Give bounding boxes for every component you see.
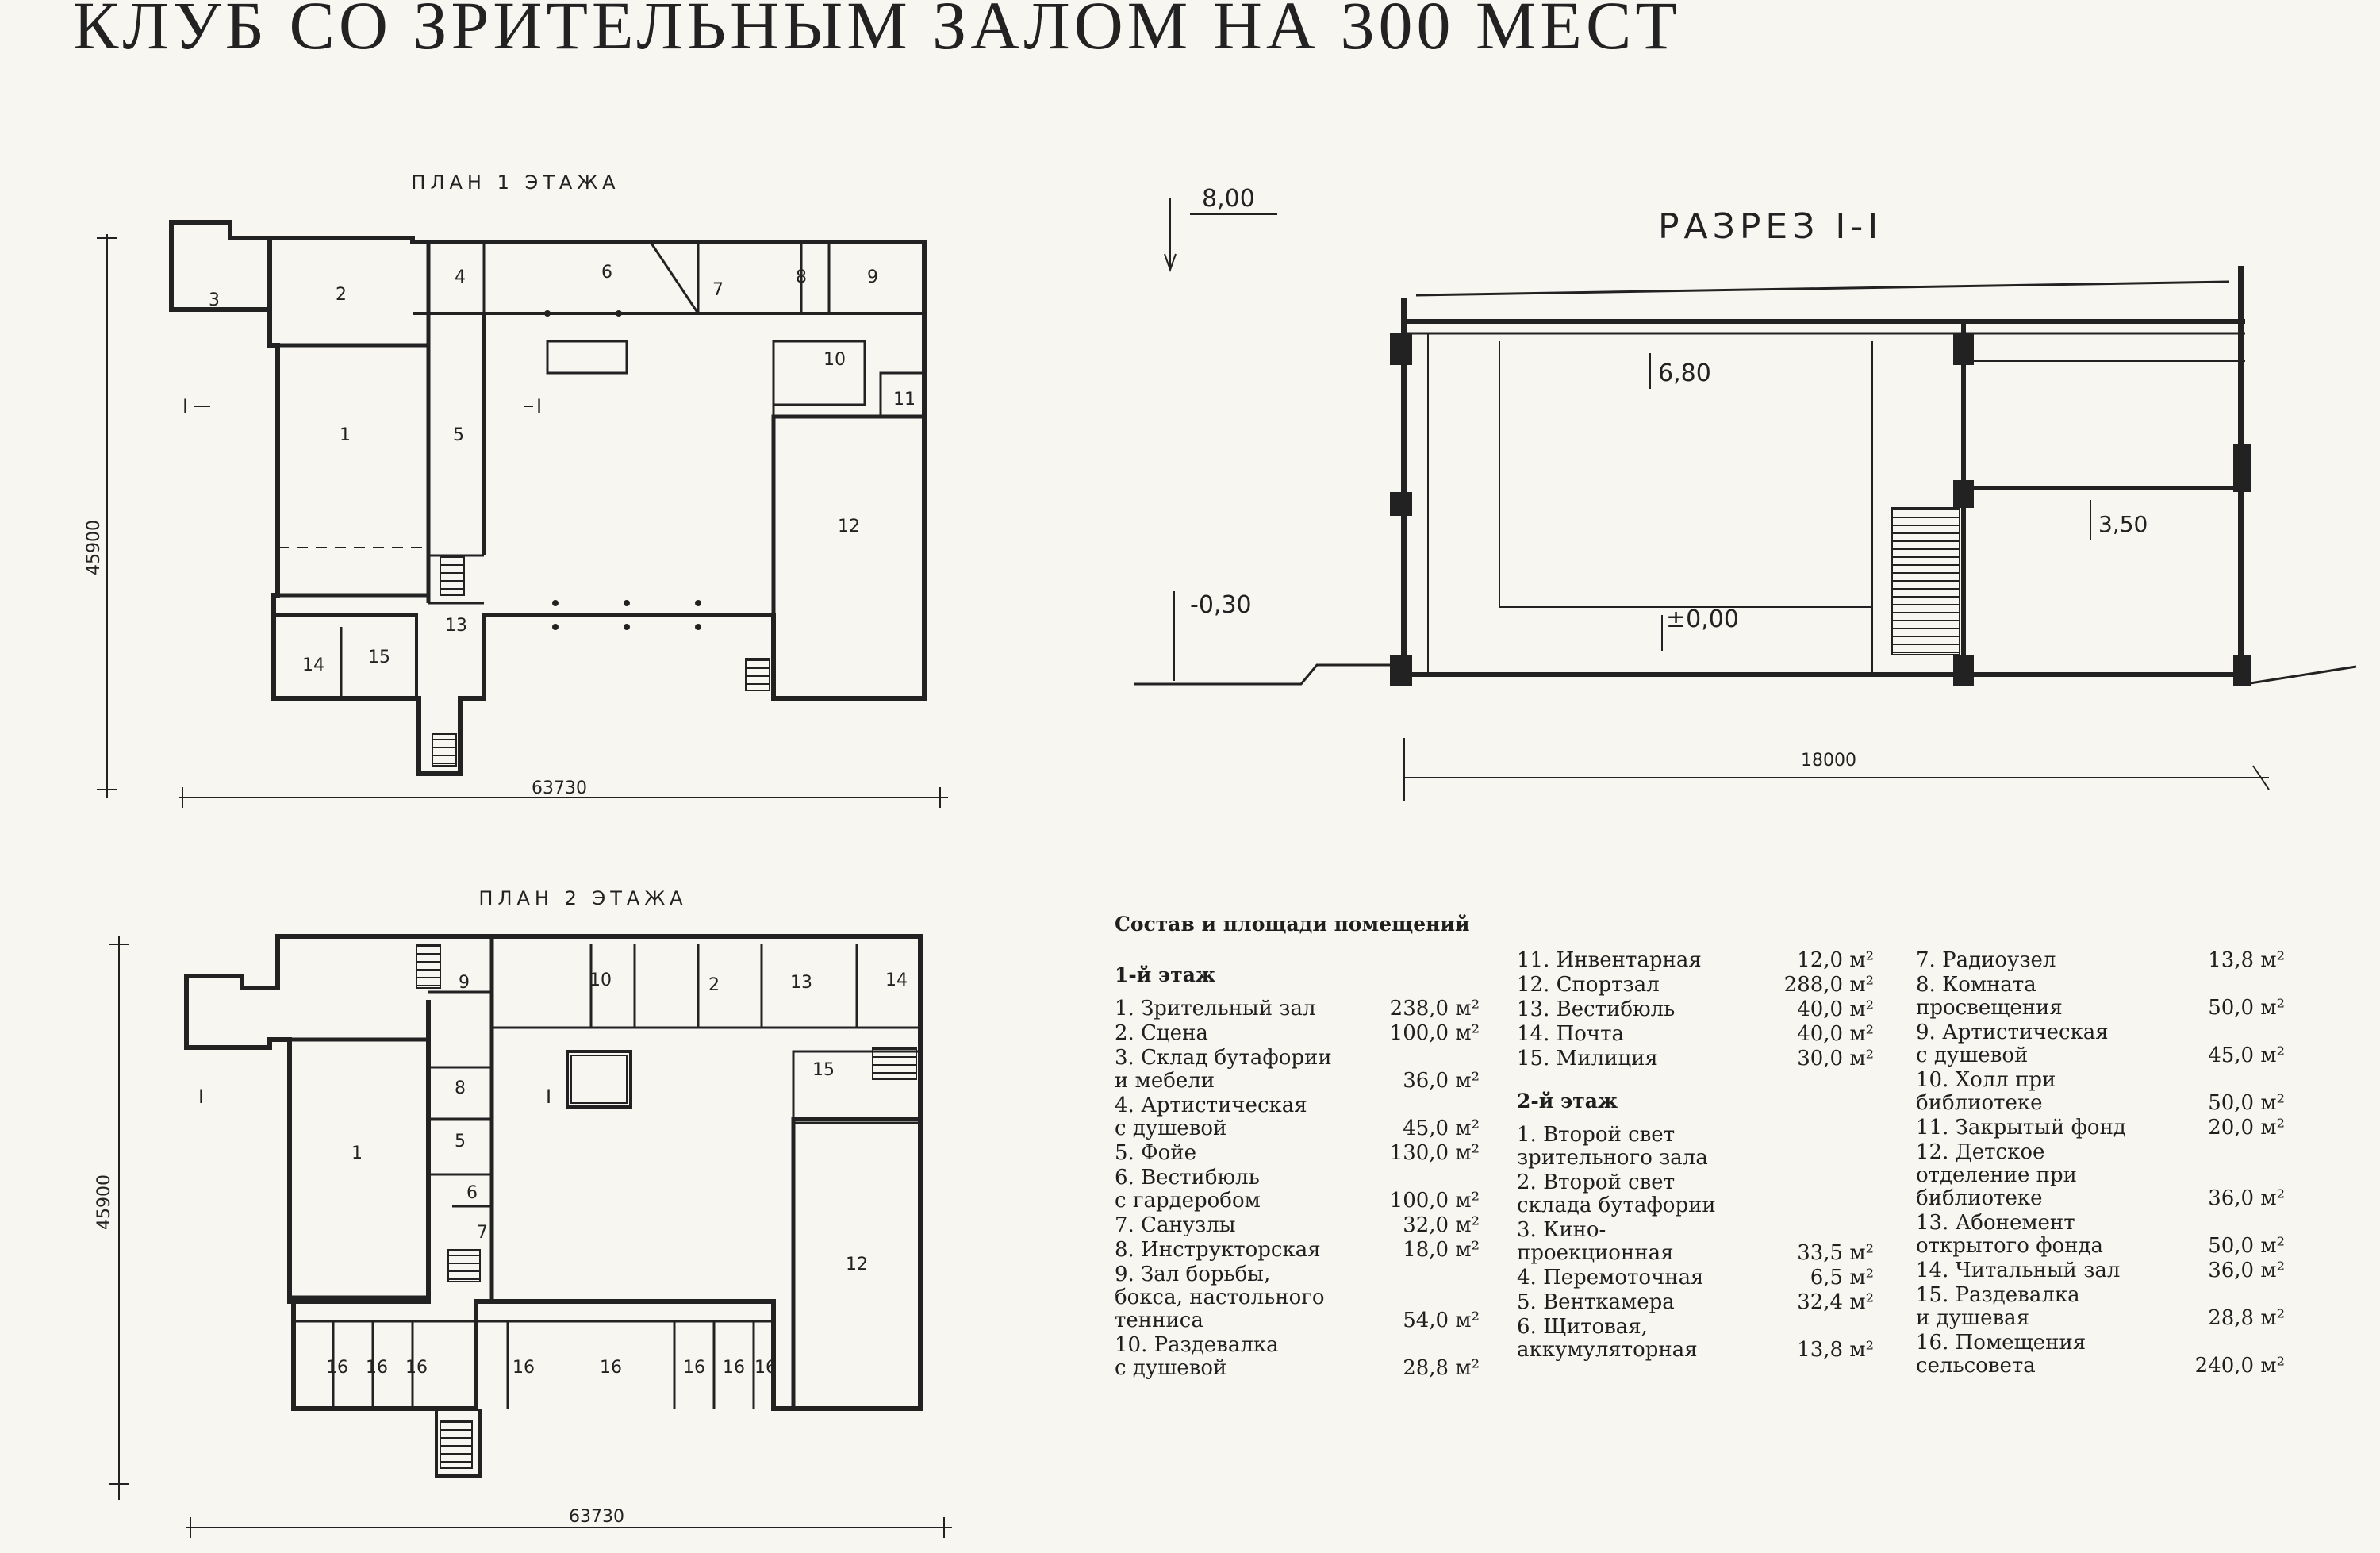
- rooms-explication: [1115, 913, 2305, 1452]
- plan-2-room-16: 16: [683, 1358, 705, 1378]
- plan-2-room-5: 5: [455, 1132, 466, 1151]
- plan-2-room-6: 6: [466, 1183, 478, 1203]
- explication-item: [1916, 1332, 2285, 1378]
- room-name: 7. Радиоузел: [1916, 948, 2056, 972]
- room-name: 6. Щитовая, аккумуляторная: [1517, 1315, 1698, 1362]
- explication-item: [1115, 1022, 1480, 1045]
- room-area: 6,5 м²: [1810, 1266, 1874, 1290]
- room-area: 36,0 м²: [2208, 1259, 2285, 1282]
- plan-1-columns: [544, 310, 701, 630]
- room-area: 20,0 м²: [2208, 1116, 2285, 1140]
- room-area: 238,0 м²: [1389, 997, 1480, 1021]
- explication-item: [1517, 1316, 1874, 1362]
- plan-2-room-12: 12: [846, 1255, 868, 1274]
- room-area: 50,0 м²: [2208, 1091, 2285, 1115]
- room-name: 13. Абонемент открытого фонда: [1916, 1211, 2104, 1258]
- explication-item: [1517, 1124, 1874, 1170]
- plan-1-title: ПЛАН 1 ЭТАЖА: [411, 171, 620, 194]
- explication-item: [1916, 1021, 2285, 1067]
- level-6-80: 6,80: [1658, 359, 1711, 387]
- room-name: 5. Венткамера: [1517, 1290, 1675, 1314]
- explication-item: [1115, 1239, 1480, 1262]
- plan-1-room-5: 5: [453, 425, 464, 445]
- explication-item: [1115, 1214, 1480, 1237]
- plan-2-room-1: 1: [351, 1144, 363, 1163]
- room-name: 11. Инвентарная: [1517, 948, 1702, 972]
- room-area: 45,0 м²: [2208, 1044, 2285, 1067]
- plan-1-room-2: 2: [336, 285, 347, 305]
- room-area: 100,0 м²: [1389, 1021, 1480, 1045]
- explication-item: [1115, 1167, 1480, 1213]
- explication-item: [1517, 1171, 1874, 1217]
- plan-2-room-16: 16: [600, 1358, 622, 1378]
- level-minus-0-30: -0,30: [1190, 591, 1252, 619]
- floor-2-heading: 2-й этаж: [1517, 1090, 1618, 1113]
- level-0-00: ±0,00: [1666, 605, 1739, 633]
- room-area: 50,0 м²: [2208, 996, 2285, 1020]
- plan-2-room-2: 2: [708, 975, 720, 995]
- room-name: 2. Второй свет склада бутафории: [1517, 1171, 1716, 1217]
- plan-2-room-16: 16: [754, 1358, 777, 1378]
- explication-item: [1115, 1334, 1480, 1380]
- plan-1-room-11: 11: [893, 390, 916, 409]
- room-area: 12,0 м²: [1797, 948, 1874, 972]
- plan-2-room-16: 16: [326, 1358, 348, 1378]
- explication-item: [1916, 949, 2285, 972]
- plan-2-room-13: 13: [790, 973, 812, 993]
- plan-1-sportshall: [774, 417, 924, 698]
- room-area: 54,0 м²: [1403, 1309, 1480, 1332]
- plan-2-hall-void: [290, 1040, 428, 1297]
- explication-item: [1517, 1023, 1874, 1046]
- plan-1-room-9: 9: [867, 267, 878, 287]
- room-name: 3. Кино- проекционная: [1517, 1218, 1674, 1265]
- plan-2-title: ПЛАН 2 ЭТАЖА: [478, 887, 688, 909]
- section-width-dim: 18000: [1801, 751, 1856, 771]
- plan-2-room-14: 14: [885, 971, 908, 990]
- room-name: 1. Зрительный зал: [1115, 997, 1316, 1021]
- room-area: 13,8 м²: [2208, 948, 2285, 972]
- room-name: 11. Закрытый фонд: [1916, 1116, 2126, 1140]
- plan-1-room-13: 13: [445, 616, 467, 636]
- floor-1-heading: 1-й этаж: [1115, 963, 1216, 986]
- explication-item: [1517, 974, 1874, 997]
- room-name: 5. Фойе: [1115, 1141, 1197, 1165]
- room-name: 10. Раздевалка с душевой: [1115, 1333, 1279, 1380]
- room-name: 7. Санузлы: [1115, 1213, 1236, 1237]
- plan-1-room-7: 7: [712, 280, 724, 300]
- plan-2-room-16: 16: [512, 1358, 535, 1378]
- explication-item: [1517, 1048, 1874, 1071]
- explication-item: [1916, 1259, 2285, 1282]
- room-name: 10. Холл при библиотеке: [1916, 1068, 2056, 1115]
- plan-2-room-16: 16: [723, 1358, 745, 1378]
- level-3-50: 3,50: [2098, 511, 2148, 537]
- explication-col-1: [1115, 949, 1480, 1382]
- plan-1-room-14: 14: [302, 655, 324, 675]
- explication-heading: Состав и площади помещений: [1115, 913, 1470, 936]
- room-area: 32,0 м²: [1403, 1213, 1480, 1237]
- room-area: 45,0 м²: [1403, 1117, 1480, 1140]
- plan-1-section-mark: I: [536, 395, 543, 417]
- room-name: 13. Вестибюль: [1517, 998, 1676, 1021]
- room-area: 28,8 м²: [2208, 1306, 2285, 1330]
- plan-1-room-10: 10: [823, 350, 846, 370]
- explication-item: [1916, 1069, 2285, 1115]
- room-area: 40,0 м²: [1797, 1022, 1874, 1046]
- plan-1-section-mark: I: [182, 395, 189, 417]
- room-name: 9. Зал борьбы, бокса, настольного тенниса: [1115, 1263, 1325, 1332]
- explication-item: [1916, 1284, 2285, 1330]
- explication-item: [1517, 1219, 1874, 1265]
- explication-col-2: [1517, 949, 1874, 1363]
- plan-1-floor: [84, 171, 948, 808]
- plan-2-section-mark: I: [546, 1086, 552, 1108]
- plan-1-outline: [171, 222, 924, 774]
- room-name: 4. Перемоточная: [1517, 1266, 1704, 1290]
- room-name: 15. Милиция: [1517, 1047, 1658, 1071]
- room-name: 6. Вестибюль с гардеробом: [1115, 1166, 1261, 1213]
- room-area: 100,0 м²: [1389, 1189, 1480, 1213]
- plan-2-room-8: 8: [455, 1078, 466, 1098]
- plan-2-room-10: 10: [589, 971, 612, 990]
- room-area: 36,0 м²: [2208, 1186, 2285, 1210]
- plan-1-room-4: 4: [455, 267, 466, 287]
- plan-2-outline: [186, 936, 920, 1409]
- room-name: 2. Сцена: [1115, 1021, 1208, 1045]
- section-1-1: [1134, 185, 2356, 801]
- room-area: 28,8 м²: [1403, 1356, 1480, 1380]
- room-name: 4. Артистическая с душевой: [1115, 1094, 1307, 1140]
- plan-1-room-8: 8: [796, 267, 807, 287]
- room-name: 9. Артистическая с душевой: [1916, 1021, 2109, 1067]
- room-name: 8. Инструкторская: [1115, 1238, 1321, 1262]
- plan-2-section-mark: I: [198, 1086, 205, 1108]
- room-name: 14. Почта: [1517, 1022, 1625, 1046]
- room-name: 3. Склад бутафории и мебели: [1115, 1046, 1332, 1093]
- explication-col-3: [1916, 949, 2285, 1379]
- room-name: 15. Раздевалка и душевая: [1916, 1283, 2080, 1330]
- explication-item: [1916, 1117, 2285, 1140]
- room-name: 1. Второй свет зрительного зала: [1517, 1123, 1708, 1170]
- explication-item: [1916, 974, 2285, 1020]
- level-8-00: 8,00: [1202, 185, 1255, 213]
- plan-1-room-15: 15: [368, 648, 390, 667]
- sheet-title: КЛУБ СО ЗРИТЕЛЬНЫМ ЗАЛОМ НА 300 МЕСТ: [73, 0, 1681, 63]
- plan-2-height-dim: 45900: [94, 1174, 114, 1230]
- explication-item: [1517, 998, 1874, 1021]
- room-area: 13,8 м²: [1797, 1338, 1874, 1362]
- plan-1-width-dim: 63730: [532, 778, 587, 798]
- explication-item: [1517, 949, 1874, 972]
- room-area: 32,4 м²: [1797, 1290, 1874, 1314]
- explication-item: [1517, 1267, 1874, 1290]
- explication-item: [1115, 1142, 1480, 1165]
- room-name: 14. Читальный зал: [1916, 1259, 2121, 1282]
- room-name: 12. Спортзал: [1517, 973, 1660, 997]
- plan-2-room-9: 9: [459, 973, 470, 993]
- room-area: 30,0 м²: [1797, 1047, 1874, 1071]
- room-area: 50,0 м²: [2208, 1234, 2285, 1258]
- plan-1-hall: [278, 345, 428, 595]
- explication-item: [1517, 1291, 1874, 1314]
- plan-2-room-15: 15: [812, 1060, 835, 1080]
- explication-item: [1115, 1047, 1480, 1093]
- room-area: 18,0 м²: [1403, 1238, 1480, 1262]
- section-title: РАЗРЕЗ I-I: [1658, 206, 1883, 247]
- explication-item: [1115, 998, 1480, 1021]
- plan-1-room-3: 3: [209, 290, 220, 310]
- plan-1-height-dim: 45900: [84, 520, 104, 575]
- explication-item: [1115, 1094, 1480, 1140]
- room-name: 16. Помещения сельсовета: [1916, 1331, 2086, 1378]
- explication-item: [1916, 1141, 2285, 1210]
- plan-1-room-12: 12: [838, 517, 860, 536]
- plan-2-width-dim: 63730: [569, 1507, 624, 1527]
- plan-2-room-16: 16: [405, 1358, 428, 1378]
- room-name: 12. Детское отделение при библиотеке: [1916, 1140, 2077, 1210]
- room-area: 33,5 м²: [1797, 1241, 1874, 1265]
- explication-item: [1115, 1263, 1480, 1332]
- plan-1-room-6: 6: [601, 263, 612, 283]
- room-area: 240,0 м²: [2194, 1354, 2285, 1378]
- room-area: 40,0 м²: [1797, 998, 1874, 1021]
- room-area: 288,0 м²: [1783, 973, 1874, 997]
- plan-2-room-16: 16: [366, 1358, 388, 1378]
- plan-2-room-7: 7: [477, 1223, 488, 1243]
- room-name: 8. Комната просвещения: [1916, 973, 2063, 1020]
- plan-2-floor: [94, 887, 952, 1538]
- room-area: 130,0 м²: [1389, 1141, 1480, 1165]
- explication-item: [1916, 1212, 2285, 1258]
- plan-1-room-1: 1: [340, 425, 351, 445]
- room-area: 36,0 м²: [1403, 1069, 1480, 1093]
